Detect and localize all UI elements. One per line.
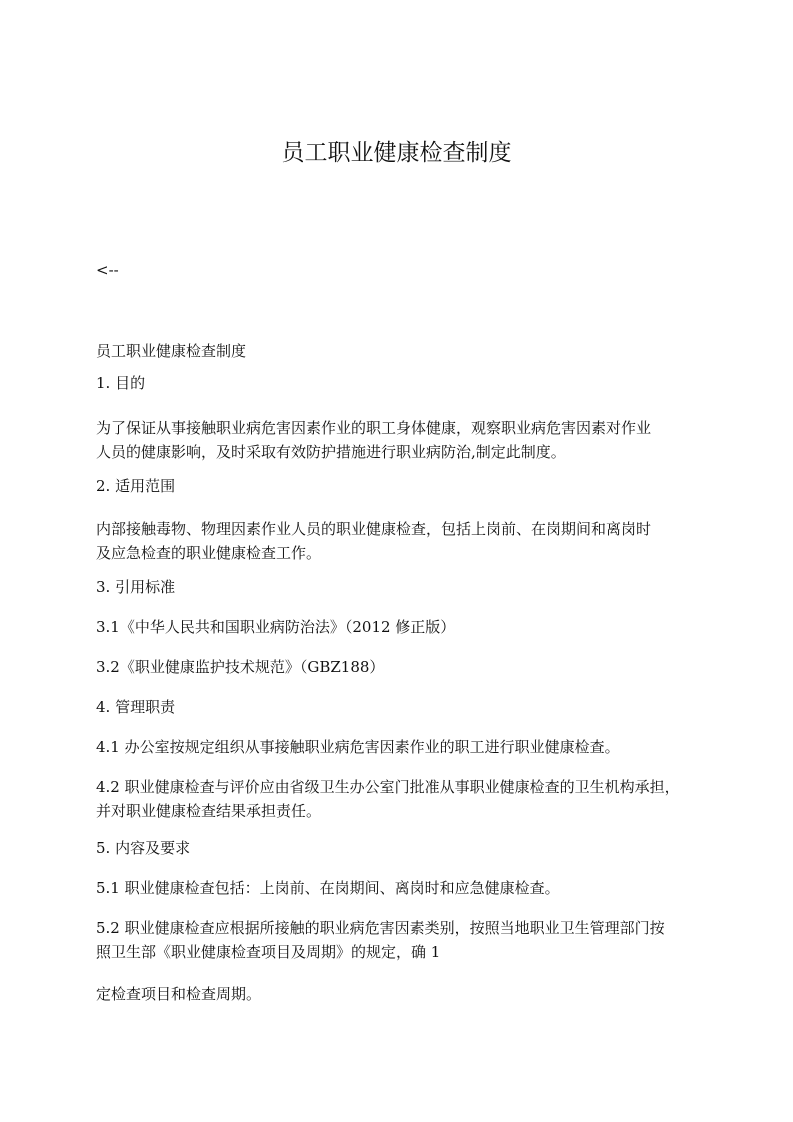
section-3-1: 3.1《中华人民共和国职业病防治法》（2012 修正版）	[96, 618, 456, 636]
section-3-2: 3.2《职业健康监护技术规范》（GBZ188）	[96, 658, 385, 676]
section-4-title: 4. 管理职责	[96, 698, 176, 716]
section-1-title: 1. 目的	[96, 374, 146, 392]
section-2-title: 2. 适用范围	[96, 477, 176, 495]
section-1-body: 为了保证从事接触职业病危害因素作业的职工身体健康，观察职业病危害因素对作业 人员的健康影响，及时采取有效防护措施进行职业病防治,制定此制度。	[96, 419, 652, 461]
marker-text: <--	[96, 261, 119, 279]
section-4-1: 4.1 办公室按规定组织从事接触职业病危害因素作业的职工进行职业健康检查。	[96, 738, 620, 756]
section-heading: 员工职业健康检查制度	[96, 342, 247, 360]
document-title: 员工职业健康检查制度	[281, 140, 512, 166]
section-3-title: 3. 引用标准	[96, 578, 176, 596]
section-4-2: 4.2 职业健康检查与评价应由省级卫生办公室门批准从事职业健康检查的卫生机构承担， 并对职业健康检查结果承担责任。	[96, 778, 680, 820]
section-5-2: 5.2 职业健康检查应根据所接触的职业病危害因素类别，按照当地职业卫生管理部门按 照卫生部《职业健康检查项目及周期》的规定，确 1	[96, 919, 665, 961]
section-2-body: 内部接触毒物、物理因素作业人员的职业健康检查，包括上岗前、在岗期间和离岗时 及应急检查的职业健康检查工作。	[96, 520, 652, 562]
section-5-title: 5. 内容及要求	[96, 839, 191, 857]
section-5-2-continued: 定检查项目和检查周期。	[96, 985, 262, 1003]
section-5-1: 5.1 职业健康检查包括：上岗前、在岗期间、离岗时和应急健康检查。	[96, 879, 560, 897]
